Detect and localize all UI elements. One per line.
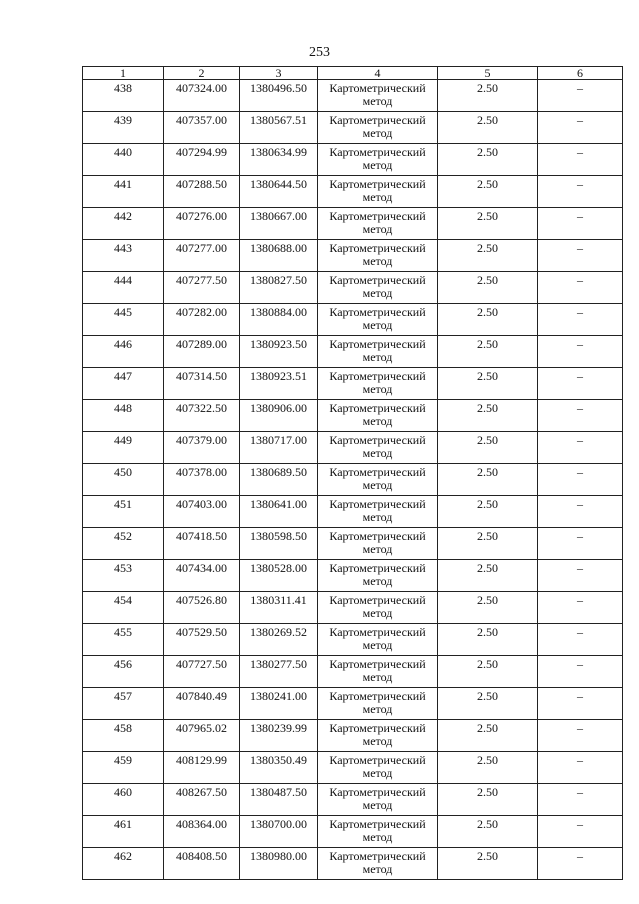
- method-cell: [318, 336, 438, 368]
- accuracy-cell: 2.50: [438, 144, 538, 176]
- y-coordinate-cell: 1380644.50: [240, 176, 318, 208]
- x-coordinate-cell: 407379.00: [164, 432, 240, 464]
- x-coordinate-cell: 407314.50: [164, 368, 240, 400]
- method-line-2: метод: [362, 702, 393, 716]
- method-line-2: метод: [362, 798, 393, 812]
- note-cell: –: [538, 144, 623, 176]
- note-cell: –: [538, 624, 623, 656]
- column-header: 1: [83, 67, 164, 80]
- accuracy-cell: 2.50: [438, 400, 538, 432]
- table-row: [83, 464, 623, 496]
- method-cell: [318, 240, 438, 272]
- method-cell: [318, 272, 438, 304]
- x-coordinate-cell: 408267.50: [164, 784, 240, 816]
- x-coordinate-cell: 408364.00: [164, 816, 240, 848]
- y-coordinate-cell: 1380239.99: [240, 720, 318, 752]
- method-line-1: Картометрический: [329, 305, 426, 319]
- x-coordinate-cell: 407434.00: [164, 560, 240, 592]
- accuracy-cell: 2.50: [438, 112, 538, 144]
- x-coordinate-cell: 407378.00: [164, 464, 240, 496]
- method-line-2: метод: [362, 510, 393, 524]
- x-coordinate-cell: 407840.49: [164, 688, 240, 720]
- method-cell: [318, 464, 438, 496]
- y-coordinate-cell: 1380241.00: [240, 688, 318, 720]
- method-cell: [318, 80, 438, 112]
- y-coordinate-cell: 1380634.99: [240, 144, 318, 176]
- table-row: [83, 720, 623, 752]
- method-cell: [318, 400, 438, 432]
- note-cell: –: [538, 80, 623, 112]
- x-coordinate-cell: 407727.50: [164, 656, 240, 688]
- x-coordinate-cell: 407276.00: [164, 208, 240, 240]
- method-cell: [318, 176, 438, 208]
- method-line-1: Картометрический: [329, 241, 426, 255]
- method-line-2: метод: [362, 190, 393, 204]
- method-line-1: Картометрический: [329, 273, 426, 287]
- x-coordinate-cell: 408408.50: [164, 848, 240, 880]
- y-coordinate-cell: 1380827.50: [240, 272, 318, 304]
- coordinates-table: [82, 66, 623, 880]
- method-line-2: метод: [362, 158, 393, 172]
- point-number-cell: 459: [83, 752, 164, 784]
- y-coordinate-cell: 1380688.00: [240, 240, 318, 272]
- note-cell: –: [538, 464, 623, 496]
- table-row: [83, 208, 623, 240]
- note-cell: –: [538, 528, 623, 560]
- method-cell: [318, 784, 438, 816]
- accuracy-cell: 2.50: [438, 688, 538, 720]
- point-number-cell: 440: [83, 144, 164, 176]
- x-coordinate-cell: 407403.00: [164, 496, 240, 528]
- note-cell: –: [538, 240, 623, 272]
- point-number-cell: 451: [83, 496, 164, 528]
- table-header-row: [83, 67, 623, 80]
- method-line-2: метод: [362, 318, 393, 332]
- point-number-cell: 456: [83, 656, 164, 688]
- method-line-2: метод: [362, 670, 393, 684]
- table-row: [83, 816, 623, 848]
- method-line-1: Картометрический: [329, 753, 426, 767]
- method-line-2: метод: [362, 830, 393, 844]
- accuracy-cell: 2.50: [438, 720, 538, 752]
- note-cell: –: [538, 688, 623, 720]
- method-line-1: Картометрический: [329, 113, 426, 127]
- method-cell: [318, 144, 438, 176]
- table-row: [83, 80, 623, 112]
- x-coordinate-cell: 407294.99: [164, 144, 240, 176]
- accuracy-cell: 2.50: [438, 560, 538, 592]
- table-row: [83, 176, 623, 208]
- point-number-cell: 452: [83, 528, 164, 560]
- note-cell: –: [538, 336, 623, 368]
- accuracy-cell: 2.50: [438, 432, 538, 464]
- method-line-1: Картометрический: [329, 465, 426, 479]
- accuracy-cell: 2.50: [438, 176, 538, 208]
- y-coordinate-cell: 1380269.52: [240, 624, 318, 656]
- method-line-2: метод: [362, 382, 393, 396]
- point-number-cell: 446: [83, 336, 164, 368]
- accuracy-cell: 2.50: [438, 816, 538, 848]
- y-coordinate-cell: 1380311.41: [240, 592, 318, 624]
- point-number-cell: 454: [83, 592, 164, 624]
- point-number-cell: 458: [83, 720, 164, 752]
- method-line-1: Картометрический: [329, 561, 426, 575]
- method-line-2: метод: [362, 606, 393, 620]
- method-cell: [318, 560, 438, 592]
- note-cell: –: [538, 592, 623, 624]
- method-line-1: Картометрический: [329, 785, 426, 799]
- method-line-2: метод: [362, 350, 393, 364]
- method-line-2: метод: [362, 766, 393, 780]
- accuracy-cell: 2.50: [438, 624, 538, 656]
- method-line-2: метод: [362, 734, 393, 748]
- note-cell: –: [538, 848, 623, 880]
- method-cell: [318, 848, 438, 880]
- method-line-1: Картометрический: [329, 145, 426, 159]
- method-cell: [318, 816, 438, 848]
- method-line-1: Картометрический: [329, 433, 426, 447]
- note-cell: –: [538, 432, 623, 464]
- note-cell: –: [538, 368, 623, 400]
- table-row: [83, 368, 623, 400]
- point-number-cell: 455: [83, 624, 164, 656]
- method-line-2: метод: [362, 126, 393, 140]
- y-coordinate-cell: 1380923.50: [240, 336, 318, 368]
- accuracy-cell: 2.50: [438, 272, 538, 304]
- table-row: [83, 656, 623, 688]
- table-row: [83, 688, 623, 720]
- x-coordinate-cell: 407288.50: [164, 176, 240, 208]
- accuracy-cell: 2.50: [438, 848, 538, 880]
- accuracy-cell: 2.50: [438, 752, 538, 784]
- point-number-cell: 441: [83, 176, 164, 208]
- point-number-cell: 457: [83, 688, 164, 720]
- y-coordinate-cell: 1380496.50: [240, 80, 318, 112]
- table-row: [83, 752, 623, 784]
- accuracy-cell: 2.50: [438, 304, 538, 336]
- method-cell: [318, 528, 438, 560]
- note-cell: –: [538, 720, 623, 752]
- method-line-2: метод: [362, 94, 393, 108]
- method-line-2: метод: [362, 478, 393, 492]
- method-line-1: Картометрический: [329, 497, 426, 511]
- y-coordinate-cell: 1380700.00: [240, 816, 318, 848]
- method-line-2: метод: [362, 574, 393, 588]
- table-body: [83, 80, 623, 880]
- table-row: [83, 304, 623, 336]
- point-number-cell: 462: [83, 848, 164, 880]
- column-header: 2: [164, 67, 240, 80]
- table-row: [83, 528, 623, 560]
- y-coordinate-cell: 1380641.00: [240, 496, 318, 528]
- y-coordinate-cell: 1380567.51: [240, 112, 318, 144]
- table-row: [83, 432, 623, 464]
- column-header: 4: [318, 67, 438, 80]
- y-coordinate-cell: 1380923.51: [240, 368, 318, 400]
- accuracy-cell: 2.50: [438, 464, 538, 496]
- note-cell: –: [538, 112, 623, 144]
- table-row: [83, 144, 623, 176]
- column-header: 3: [240, 67, 318, 80]
- note-cell: –: [538, 816, 623, 848]
- y-coordinate-cell: 1380598.50: [240, 528, 318, 560]
- method-line-1: Картометрический: [329, 337, 426, 351]
- method-cell: [318, 304, 438, 336]
- y-coordinate-cell: 1380350.49: [240, 752, 318, 784]
- x-coordinate-cell: 407324.00: [164, 80, 240, 112]
- accuracy-cell: 2.50: [438, 496, 538, 528]
- y-coordinate-cell: 1380717.00: [240, 432, 318, 464]
- method-line-1: Картометрический: [329, 817, 426, 831]
- y-coordinate-cell: 1380906.00: [240, 400, 318, 432]
- column-header: 6: [538, 67, 623, 80]
- method-cell: [318, 496, 438, 528]
- accuracy-cell: 2.50: [438, 528, 538, 560]
- x-coordinate-cell: 407277.00: [164, 240, 240, 272]
- page-number: 253: [309, 45, 330, 60]
- note-cell: –: [538, 208, 623, 240]
- x-coordinate-cell: 407357.00: [164, 112, 240, 144]
- method-line-1: Картометрический: [329, 593, 426, 607]
- table-row: [83, 784, 623, 816]
- point-number-cell: 442: [83, 208, 164, 240]
- accuracy-cell: 2.50: [438, 368, 538, 400]
- method-line-2: метод: [362, 414, 393, 428]
- table-row: [83, 336, 623, 368]
- method-line-2: метод: [362, 638, 393, 652]
- table-row: [83, 592, 623, 624]
- note-cell: –: [538, 400, 623, 432]
- accuracy-cell: 2.50: [438, 656, 538, 688]
- table-row: [83, 112, 623, 144]
- x-coordinate-cell: 407529.50: [164, 624, 240, 656]
- table-row: [83, 560, 623, 592]
- accuracy-cell: 2.50: [438, 240, 538, 272]
- method-cell: [318, 592, 438, 624]
- accuracy-cell: 2.50: [438, 336, 538, 368]
- accuracy-cell: 2.50: [438, 592, 538, 624]
- table-row: [83, 496, 623, 528]
- method-cell: [318, 432, 438, 464]
- note-cell: –: [538, 752, 623, 784]
- accuracy-cell: 2.50: [438, 80, 538, 112]
- method-line-2: метод: [362, 254, 393, 268]
- table-row: [83, 624, 623, 656]
- method-cell: [318, 720, 438, 752]
- point-number-cell: 449: [83, 432, 164, 464]
- point-number-cell: 445: [83, 304, 164, 336]
- note-cell: –: [538, 784, 623, 816]
- point-number-cell: 453: [83, 560, 164, 592]
- method-cell: [318, 208, 438, 240]
- accuracy-cell: 2.50: [438, 784, 538, 816]
- point-number-cell: 450: [83, 464, 164, 496]
- note-cell: –: [538, 272, 623, 304]
- method-line-1: Картометрический: [329, 177, 426, 191]
- method-cell: [318, 368, 438, 400]
- method-cell: [318, 752, 438, 784]
- method-line-2: метод: [362, 446, 393, 460]
- y-coordinate-cell: 1380528.00: [240, 560, 318, 592]
- method-line-1: Картометрический: [329, 209, 426, 223]
- method-line-1: Картометрический: [329, 529, 426, 543]
- x-coordinate-cell: 407526.80: [164, 592, 240, 624]
- x-coordinate-cell: 407965.02: [164, 720, 240, 752]
- point-number-cell: 439: [83, 112, 164, 144]
- note-cell: –: [538, 496, 623, 528]
- table-row: [83, 400, 623, 432]
- method-line-2: метод: [362, 222, 393, 236]
- x-coordinate-cell: 407282.00: [164, 304, 240, 336]
- y-coordinate-cell: 1380689.50: [240, 464, 318, 496]
- note-cell: –: [538, 656, 623, 688]
- method-line-1: Картометрический: [329, 721, 426, 735]
- note-cell: –: [538, 176, 623, 208]
- note-cell: –: [538, 304, 623, 336]
- method-line-1: Картометрический: [329, 369, 426, 383]
- table-row: [83, 848, 623, 880]
- point-number-cell: 443: [83, 240, 164, 272]
- method-cell: [318, 624, 438, 656]
- method-line-1: Картометрический: [329, 689, 426, 703]
- point-number-cell: 460: [83, 784, 164, 816]
- point-number-cell: 438: [83, 80, 164, 112]
- method-line-1: Картометрический: [329, 625, 426, 639]
- method-cell: [318, 688, 438, 720]
- method-line-2: метод: [362, 862, 393, 876]
- point-number-cell: 444: [83, 272, 164, 304]
- method-line-2: метод: [362, 542, 393, 556]
- point-number-cell: 447: [83, 368, 164, 400]
- x-coordinate-cell: 407277.50: [164, 272, 240, 304]
- x-coordinate-cell: 407418.50: [164, 528, 240, 560]
- note-cell: –: [538, 560, 623, 592]
- x-coordinate-cell: 408129.99: [164, 752, 240, 784]
- y-coordinate-cell: 1380277.50: [240, 656, 318, 688]
- x-coordinate-cell: 407289.00: [164, 336, 240, 368]
- method-line-2: метод: [362, 286, 393, 300]
- method-line-1: Картометрический: [329, 401, 426, 415]
- table-row: [83, 272, 623, 304]
- y-coordinate-cell: 1380884.00: [240, 304, 318, 336]
- method-cell: [318, 112, 438, 144]
- method-line-1: Картометрический: [329, 849, 426, 863]
- method-line-1: Картометрический: [329, 81, 426, 95]
- point-number-cell: 448: [83, 400, 164, 432]
- y-coordinate-cell: 1380667.00: [240, 208, 318, 240]
- y-coordinate-cell: 1380487.50: [240, 784, 318, 816]
- table-row: [83, 240, 623, 272]
- method-cell: [318, 656, 438, 688]
- accuracy-cell: 2.50: [438, 208, 538, 240]
- y-coordinate-cell: 1380980.00: [240, 848, 318, 880]
- point-number-cell: 461: [83, 816, 164, 848]
- column-header: 5: [438, 67, 538, 80]
- x-coordinate-cell: 407322.50: [164, 400, 240, 432]
- method-line-1: Картометрический: [329, 657, 426, 671]
